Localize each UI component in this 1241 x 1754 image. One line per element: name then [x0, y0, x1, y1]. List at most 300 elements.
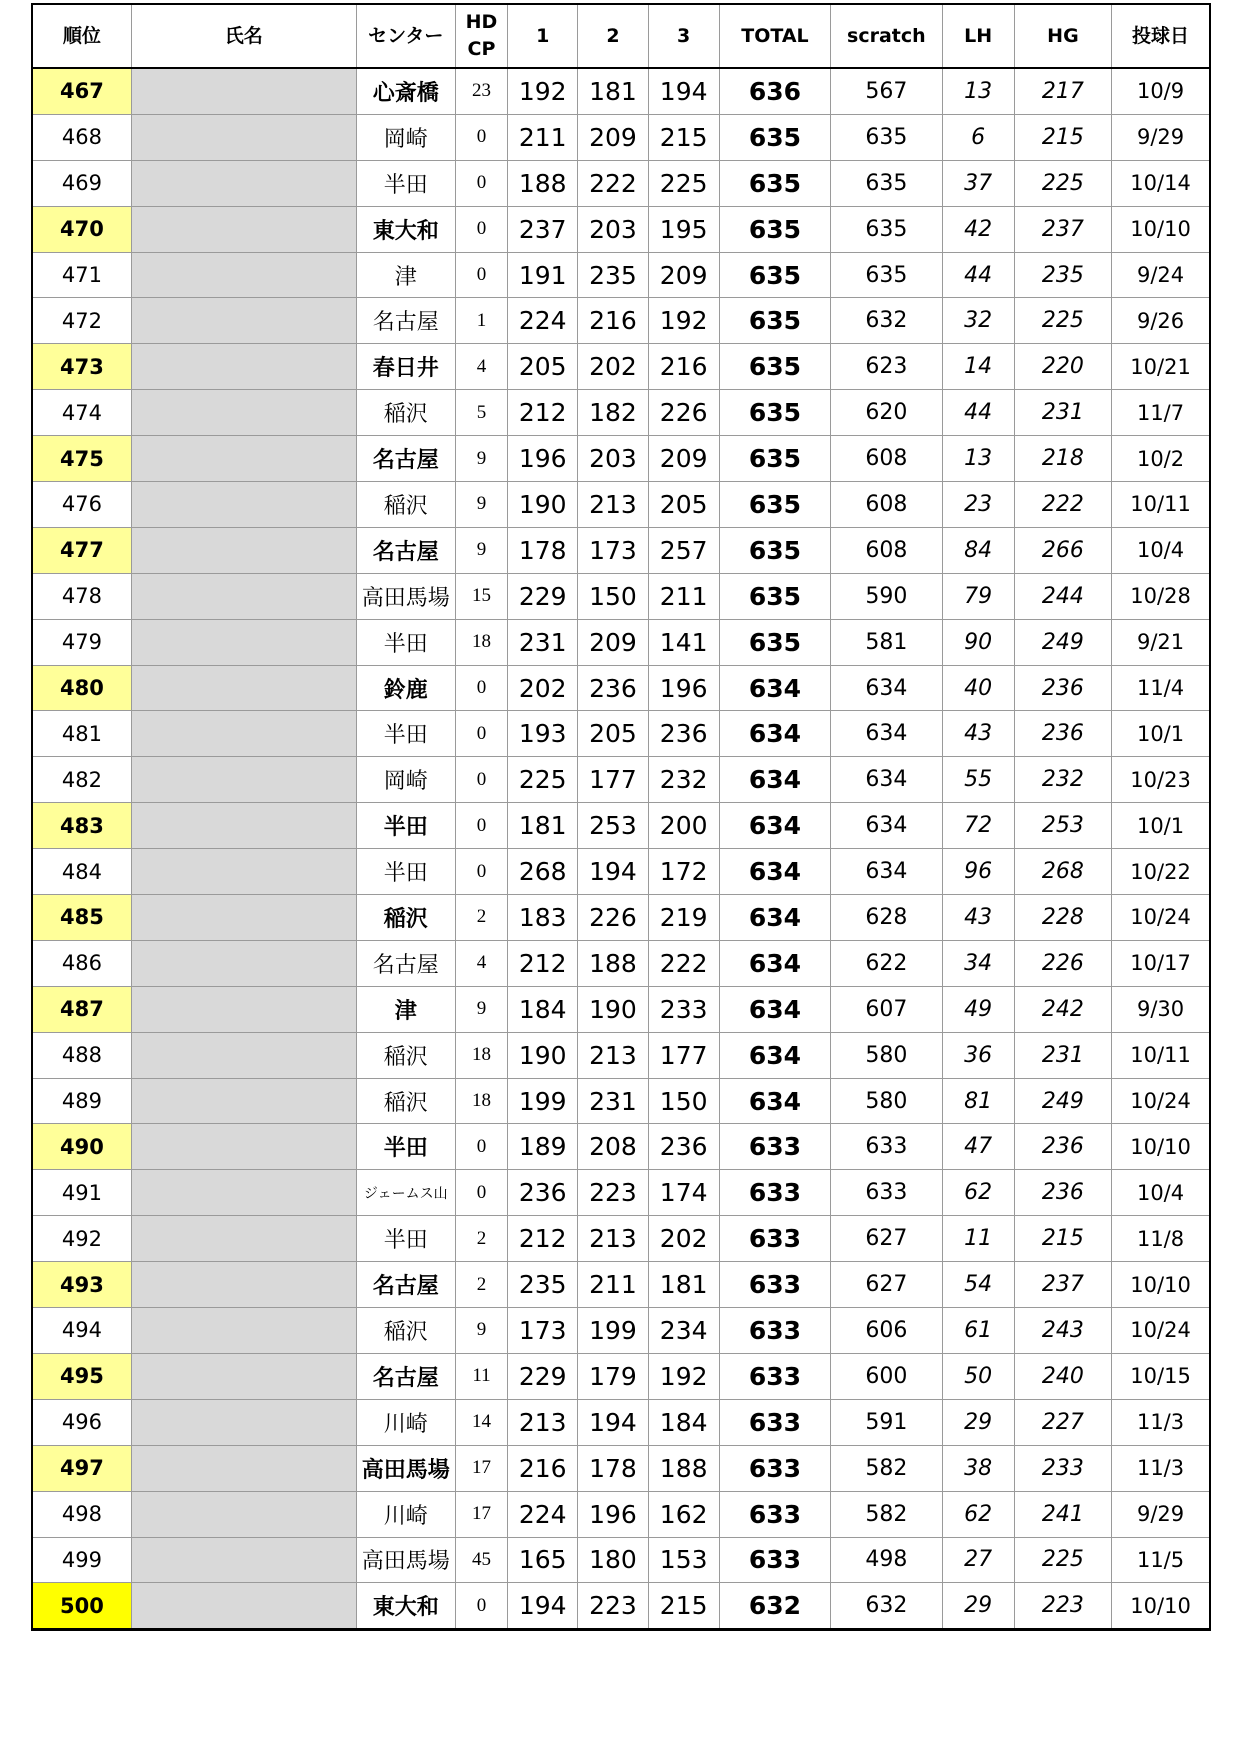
- bowling-date: 9/24: [1112, 252, 1210, 298]
- game-1-score: 173: [508, 1308, 578, 1354]
- hdcp-cell: 0: [455, 114, 507, 160]
- hdcp-cell: 0: [455, 252, 507, 298]
- game-2-score: 223: [578, 1583, 648, 1630]
- rank-cell: 484: [32, 849, 131, 895]
- hdcp-cell: 11: [455, 1353, 507, 1399]
- bowling-date: 10/24: [1112, 1078, 1210, 1124]
- table-row: [32, 1262, 1210, 1308]
- game-3-score: 196: [648, 665, 719, 711]
- name-cell: [131, 344, 356, 390]
- bowling-date: 9/30: [1112, 986, 1210, 1032]
- high-game: 225: [1014, 1537, 1111, 1583]
- rank-cell: 481: [32, 711, 131, 757]
- scratch-score: 634: [831, 665, 942, 711]
- scratch-score: 608: [831, 482, 942, 528]
- name-cell: [131, 711, 356, 757]
- scratch-score: 567: [831, 68, 942, 114]
- scratch-score: 635: [831, 160, 942, 206]
- table-row: [32, 1308, 1210, 1354]
- total-score: 633: [719, 1353, 830, 1399]
- game-1-score: 224: [508, 1491, 578, 1537]
- ranking-table: [31, 3, 1211, 1631]
- game-1-score: 178: [508, 527, 578, 573]
- low-high-diff: 43: [942, 711, 1014, 757]
- game-1-score: 183: [508, 895, 578, 941]
- bowling-date: 10/24: [1112, 895, 1210, 941]
- table-row: [32, 1124, 1210, 1170]
- center-cell: 高田馬場: [356, 1445, 455, 1491]
- game-1-score: 212: [508, 1216, 578, 1262]
- game-3-score: 177: [648, 1032, 719, 1078]
- total-score: 634: [719, 711, 830, 757]
- bowling-date: 10/11: [1112, 1032, 1210, 1078]
- center-cell: 名古屋: [356, 298, 455, 344]
- high-game: 228: [1014, 895, 1111, 941]
- scratch-score: 590: [831, 573, 942, 619]
- table-row: [32, 803, 1210, 849]
- high-game: 232: [1014, 757, 1111, 803]
- game-1-score: 205: [508, 344, 578, 390]
- total-score: 634: [719, 665, 830, 711]
- game-3-score: 222: [648, 940, 719, 986]
- name-cell: [131, 482, 356, 528]
- header-hdcp-line1: HD: [465, 11, 498, 33]
- table-row: [32, 1078, 1210, 1124]
- total-score: 636: [719, 68, 830, 114]
- game-1-score: 229: [508, 1353, 578, 1399]
- game-2-score: 208: [578, 1124, 648, 1170]
- scratch-score: 580: [831, 1032, 942, 1078]
- center-cell: 津: [356, 986, 455, 1032]
- table-row: [32, 252, 1210, 298]
- game-2-score: 180: [578, 1537, 648, 1583]
- rank-cell: 477: [32, 527, 131, 573]
- game-1-score: 212: [508, 390, 578, 436]
- center-cell: 半田: [356, 849, 455, 895]
- game-1-score: 268: [508, 849, 578, 895]
- low-high-diff: 55: [942, 757, 1014, 803]
- table-row: [32, 1399, 1210, 1445]
- rank-cell: 473: [32, 344, 131, 390]
- game-3-score: 188: [648, 1445, 719, 1491]
- name-cell: [131, 1032, 356, 1078]
- table-row: [32, 206, 1210, 252]
- name-cell: [131, 252, 356, 298]
- scratch-score: 498: [831, 1537, 942, 1583]
- scratch-score: 627: [831, 1216, 942, 1262]
- center-cell: 半田: [356, 1216, 455, 1262]
- low-high-diff: 62: [942, 1491, 1014, 1537]
- high-game: 244: [1014, 573, 1111, 619]
- table-row: [32, 68, 1210, 114]
- game-3-score: 234: [648, 1308, 719, 1354]
- total-score: 635: [719, 252, 830, 298]
- scratch-score: 634: [831, 803, 942, 849]
- low-high-diff: 27: [942, 1537, 1014, 1583]
- name-cell: [131, 665, 356, 711]
- game-1-score: 196: [508, 436, 578, 482]
- scratch-score: 635: [831, 252, 942, 298]
- high-game: 236: [1014, 1124, 1111, 1170]
- total-score: 633: [719, 1170, 830, 1216]
- scratch-score: 600: [831, 1353, 942, 1399]
- high-game: 236: [1014, 1170, 1111, 1216]
- center-cell: 岡崎: [356, 757, 455, 803]
- name-cell: [131, 527, 356, 573]
- low-high-diff: 32: [942, 298, 1014, 344]
- name-cell: [131, 1308, 356, 1354]
- center-cell: 川崎: [356, 1491, 455, 1537]
- game-3-score: 195: [648, 206, 719, 252]
- name-cell: [131, 390, 356, 436]
- name-cell: [131, 1124, 356, 1170]
- table-row: [32, 757, 1210, 803]
- hdcp-cell: 9: [455, 986, 507, 1032]
- header-date: 投球日: [1112, 4, 1210, 68]
- hdcp-cell: 45: [455, 1537, 507, 1583]
- high-game: 225: [1014, 298, 1111, 344]
- rank-cell: 474: [32, 390, 131, 436]
- high-game: 225: [1014, 160, 1111, 206]
- high-game: 237: [1014, 206, 1111, 252]
- hdcp-cell: 9: [455, 1308, 507, 1354]
- bowling-date: 10/24: [1112, 1308, 1210, 1354]
- center-cell: 半田: [356, 619, 455, 665]
- game-2-score: 209: [578, 114, 648, 160]
- game-1-score: 211: [508, 114, 578, 160]
- rank-cell: 495: [32, 1353, 131, 1399]
- rank-cell: 499: [32, 1537, 131, 1583]
- bowling-date: 10/23: [1112, 757, 1210, 803]
- hdcp-cell: 2: [455, 1216, 507, 1262]
- table-row: [32, 1491, 1210, 1537]
- table-row: [32, 527, 1210, 573]
- bowling-date: 10/21: [1112, 344, 1210, 390]
- low-high-diff: 42: [942, 206, 1014, 252]
- total-score: 633: [719, 1491, 830, 1537]
- game-3-score: 219: [648, 895, 719, 941]
- total-score: 635: [719, 436, 830, 482]
- game-2-score: 211: [578, 1262, 648, 1308]
- bowling-date: 10/11: [1112, 482, 1210, 528]
- low-high-diff: 90: [942, 619, 1014, 665]
- game-2-score: 196: [578, 1491, 648, 1537]
- hdcp-cell: 0: [455, 1583, 507, 1630]
- game-2-score: 253: [578, 803, 648, 849]
- low-high-diff: 40: [942, 665, 1014, 711]
- total-score: 635: [719, 390, 830, 436]
- game-2-score: 188: [578, 940, 648, 986]
- hdcp-cell: 18: [455, 1032, 507, 1078]
- game-2-score: 199: [578, 1308, 648, 1354]
- game-1-score: 237: [508, 206, 578, 252]
- bowling-date: 10/4: [1112, 527, 1210, 573]
- name-cell: [131, 298, 356, 344]
- name-cell: [131, 436, 356, 482]
- game-1-score: 229: [508, 573, 578, 619]
- game-3-score: 162: [648, 1491, 719, 1537]
- center-cell: 鈴鹿: [356, 665, 455, 711]
- header-game-3: 3: [648, 4, 719, 68]
- table-row: [32, 665, 1210, 711]
- game-1-score: 231: [508, 619, 578, 665]
- game-1-score: 202: [508, 665, 578, 711]
- table-row: [32, 1445, 1210, 1491]
- name-cell: [131, 1262, 356, 1308]
- header-rank: 順位: [32, 4, 131, 68]
- center-cell: 半田: [356, 711, 455, 757]
- game-1-score: 192: [508, 68, 578, 114]
- name-cell: [131, 1399, 356, 1445]
- game-1-score: 236: [508, 1170, 578, 1216]
- scratch-score: 608: [831, 527, 942, 573]
- scratch-score: 582: [831, 1491, 942, 1537]
- rank-cell: 488: [32, 1032, 131, 1078]
- high-game: 268: [1014, 849, 1111, 895]
- low-high-diff: 29: [942, 1399, 1014, 1445]
- high-game: 231: [1014, 1032, 1111, 1078]
- game-3-score: 184: [648, 1399, 719, 1445]
- rank-cell: 491: [32, 1170, 131, 1216]
- game-3-score: 215: [648, 114, 719, 160]
- game-2-score: 173: [578, 527, 648, 573]
- center-cell: 東大和: [356, 206, 455, 252]
- game-2-score: 231: [578, 1078, 648, 1124]
- total-score: 633: [719, 1537, 830, 1583]
- header-hdcp: [455, 4, 507, 68]
- low-high-diff: 62: [942, 1170, 1014, 1216]
- scratch-score: 632: [831, 298, 942, 344]
- high-game: 253: [1014, 803, 1111, 849]
- bowling-date: 10/10: [1112, 206, 1210, 252]
- hdcp-cell: 0: [455, 803, 507, 849]
- low-high-diff: 36: [942, 1032, 1014, 1078]
- low-high-diff: 34: [942, 940, 1014, 986]
- bowling-date: 11/7: [1112, 390, 1210, 436]
- table-row: [32, 619, 1210, 665]
- low-high-diff: 11: [942, 1216, 1014, 1262]
- name-cell: [131, 1078, 356, 1124]
- game-3-score: 232: [648, 757, 719, 803]
- table-row: [32, 482, 1210, 528]
- game-3-score: 202: [648, 1216, 719, 1262]
- bowling-date: 9/29: [1112, 1491, 1210, 1537]
- table-row: [32, 1583, 1210, 1630]
- hdcp-cell: 2: [455, 1262, 507, 1308]
- header-lh: LH: [942, 4, 1014, 68]
- low-high-diff: 29: [942, 1583, 1014, 1630]
- hdcp-cell: 4: [455, 940, 507, 986]
- scratch-score: 581: [831, 619, 942, 665]
- hdcp-cell: 5: [455, 390, 507, 436]
- bowling-date: 10/9: [1112, 68, 1210, 114]
- center-cell: 川崎: [356, 1399, 455, 1445]
- game-3-score: 141: [648, 619, 719, 665]
- bowling-date: 10/1: [1112, 803, 1210, 849]
- game-2-score: 222: [578, 160, 648, 206]
- table-row: [32, 573, 1210, 619]
- hdcp-cell: 0: [455, 849, 507, 895]
- scratch-score: 623: [831, 344, 942, 390]
- game-3-score: 211: [648, 573, 719, 619]
- center-cell: 名古屋: [356, 940, 455, 986]
- total-score: 632: [719, 1583, 830, 1630]
- game-1-score: 216: [508, 1445, 578, 1491]
- high-game: 215: [1014, 1216, 1111, 1262]
- game-3-score: 200: [648, 803, 719, 849]
- rank-cell: 482: [32, 757, 131, 803]
- center-cell: 稲沢: [356, 895, 455, 941]
- total-score: 634: [719, 986, 830, 1032]
- game-2-score: 223: [578, 1170, 648, 1216]
- game-2-score: 202: [578, 344, 648, 390]
- center-cell: 津: [356, 252, 455, 298]
- name-cell: [131, 1537, 356, 1583]
- high-game: 236: [1014, 711, 1111, 757]
- name-cell: [131, 1445, 356, 1491]
- rank-cell: 496: [32, 1399, 131, 1445]
- high-game: 217: [1014, 68, 1111, 114]
- total-score: 635: [719, 298, 830, 344]
- game-1-score: 213: [508, 1399, 578, 1445]
- hdcp-cell: 4: [455, 344, 507, 390]
- low-high-diff: 47: [942, 1124, 1014, 1170]
- table-row: [32, 114, 1210, 160]
- scratch-score: 622: [831, 940, 942, 986]
- table-row: [32, 849, 1210, 895]
- rank-cell: 476: [32, 482, 131, 528]
- bowling-date: 9/21: [1112, 619, 1210, 665]
- scratch-score: 627: [831, 1262, 942, 1308]
- total-score: 635: [719, 206, 830, 252]
- bowling-date: 10/10: [1112, 1262, 1210, 1308]
- low-high-diff: 84: [942, 527, 1014, 573]
- hdcp-cell: 0: [455, 206, 507, 252]
- low-high-diff: 72: [942, 803, 1014, 849]
- name-cell: [131, 986, 356, 1032]
- game-3-score: 174: [648, 1170, 719, 1216]
- high-game: 222: [1014, 482, 1111, 528]
- rank-cell: 471: [32, 252, 131, 298]
- hdcp-cell: 17: [455, 1491, 507, 1537]
- total-score: 635: [719, 114, 830, 160]
- center-cell: 心斎橋: [356, 68, 455, 114]
- game-1-score: 184: [508, 986, 578, 1032]
- rank-cell: 470: [32, 206, 131, 252]
- game-3-score: 226: [648, 390, 719, 436]
- game-2-score: 205: [578, 711, 648, 757]
- game-1-score: 188: [508, 160, 578, 206]
- rank-cell: 469: [32, 160, 131, 206]
- rank-cell: 472: [32, 298, 131, 344]
- low-high-diff: 38: [942, 1445, 1014, 1491]
- rank-cell: 475: [32, 436, 131, 482]
- total-score: 635: [719, 344, 830, 390]
- scratch-score: 582: [831, 1445, 942, 1491]
- game-1-score: 225: [508, 757, 578, 803]
- name-cell: [131, 895, 356, 941]
- game-2-score: 178: [578, 1445, 648, 1491]
- scratch-score: 608: [831, 436, 942, 482]
- rank-cell: 494: [32, 1308, 131, 1354]
- scratch-score: 591: [831, 1399, 942, 1445]
- low-high-diff: 44: [942, 390, 1014, 436]
- hdcp-cell: 0: [455, 160, 507, 206]
- hdcp-cell: 0: [455, 1124, 507, 1170]
- bowling-date: 10/14: [1112, 160, 1210, 206]
- center-cell: ジェームス山: [356, 1170, 455, 1216]
- game-2-score: 150: [578, 573, 648, 619]
- total-score: 633: [719, 1262, 830, 1308]
- header-row: [32, 4, 1210, 68]
- low-high-diff: 50: [942, 1353, 1014, 1399]
- table-row: [32, 390, 1210, 436]
- low-high-diff: 13: [942, 68, 1014, 114]
- rank-cell: 492: [32, 1216, 131, 1262]
- name-cell: [131, 1216, 356, 1262]
- game-2-score: 181: [578, 68, 648, 114]
- name-cell: [131, 803, 356, 849]
- header-scratch: scratch: [831, 4, 942, 68]
- game-3-score: 209: [648, 436, 719, 482]
- rank-cell: 483: [32, 803, 131, 849]
- total-score: 635: [719, 619, 830, 665]
- bowling-date: 10/17: [1112, 940, 1210, 986]
- game-2-score: 216: [578, 298, 648, 344]
- rank-cell: 487: [32, 986, 131, 1032]
- game-3-score: 225: [648, 160, 719, 206]
- center-cell: 稲沢: [356, 1308, 455, 1354]
- game-1-score: 194: [508, 1583, 578, 1630]
- game-2-score: 194: [578, 1399, 648, 1445]
- hdcp-cell: 0: [455, 757, 507, 803]
- table-row: [32, 895, 1210, 941]
- high-game: 226: [1014, 940, 1111, 986]
- center-cell: 名古屋: [356, 436, 455, 482]
- game-1-score: 224: [508, 298, 578, 344]
- high-game: 241: [1014, 1491, 1111, 1537]
- hdcp-cell: 0: [455, 665, 507, 711]
- center-cell: 春日井: [356, 344, 455, 390]
- game-3-score: 236: [648, 711, 719, 757]
- total-score: 633: [719, 1124, 830, 1170]
- low-high-diff: 54: [942, 1262, 1014, 1308]
- bowling-date: 11/8: [1112, 1216, 1210, 1262]
- game-1-score: 191: [508, 252, 578, 298]
- bowling-date: 10/22: [1112, 849, 1210, 895]
- header-game-1: 1: [508, 4, 578, 68]
- bowling-date: 11/4: [1112, 665, 1210, 711]
- high-game: 215: [1014, 114, 1111, 160]
- game-2-score: 236: [578, 665, 648, 711]
- hdcp-cell: 0: [455, 1170, 507, 1216]
- game-2-score: 213: [578, 1216, 648, 1262]
- total-score: 633: [719, 1445, 830, 1491]
- game-2-score: 226: [578, 895, 648, 941]
- total-score: 635: [719, 160, 830, 206]
- rank-cell: 486: [32, 940, 131, 986]
- header-hdcp-line2: CP: [467, 38, 496, 60]
- bowling-date: 9/26: [1112, 298, 1210, 344]
- center-cell: 半田: [356, 1124, 455, 1170]
- scratch-score: 606: [831, 1308, 942, 1354]
- scratch-score: 607: [831, 986, 942, 1032]
- name-cell: [131, 1170, 356, 1216]
- game-1-score: 190: [508, 1032, 578, 1078]
- scratch-score: 632: [831, 1583, 942, 1630]
- table-row: [32, 436, 1210, 482]
- center-cell: 稲沢: [356, 390, 455, 436]
